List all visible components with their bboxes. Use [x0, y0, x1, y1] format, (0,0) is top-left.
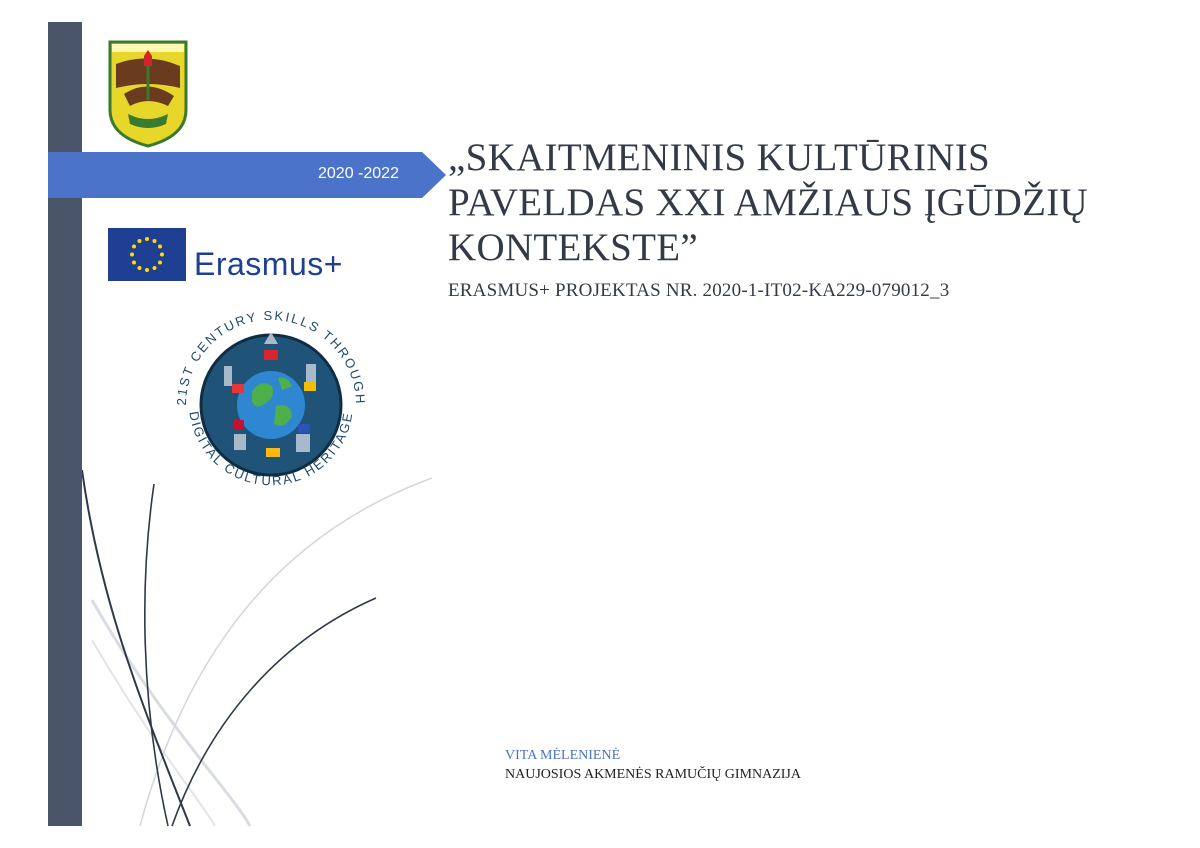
eu-flag-icon — [108, 228, 186, 281]
title-line-3: KONTEKSTE” — [448, 226, 698, 269]
curve-dark-1 — [82, 470, 190, 826]
skills-badge-icon — [168, 306, 374, 504]
badge-top-text: 21ST CENTURY SKILLS THROUGH — [173, 307, 369, 406]
curve-dark-3 — [172, 598, 376, 826]
school-name: NAUJOSIOS AKMENĖS RAMUČIŲ GIMNAZIJA — [505, 767, 801, 782]
project-subtitle: ERASMUS+ PROJEKTAS NR. 2020-1-IT02-KA229-079012_3 — [448, 280, 950, 301]
erasmus-logo-text: Erasmus+ — [194, 246, 343, 282]
page-title — [448, 135, 1168, 270]
curve-light-3 — [140, 478, 432, 826]
year-text: 2020 -2022 — [318, 165, 399, 182]
author-name: VITA MĖLENIENĖ — [505, 748, 621, 763]
title-line-2: PAVELDAS XXI AMŽIAUS ĮGŪDŽIŲ — [448, 181, 1089, 224]
sidebar-bar — [48, 22, 82, 826]
school-crest-icon — [108, 40, 188, 148]
badge-bottom-text: DIGITAL CULTURAL HERITAGE — [186, 410, 356, 489]
title-line-1: „SKAITMENINIS KULTŪRINIS — [448, 136, 990, 179]
